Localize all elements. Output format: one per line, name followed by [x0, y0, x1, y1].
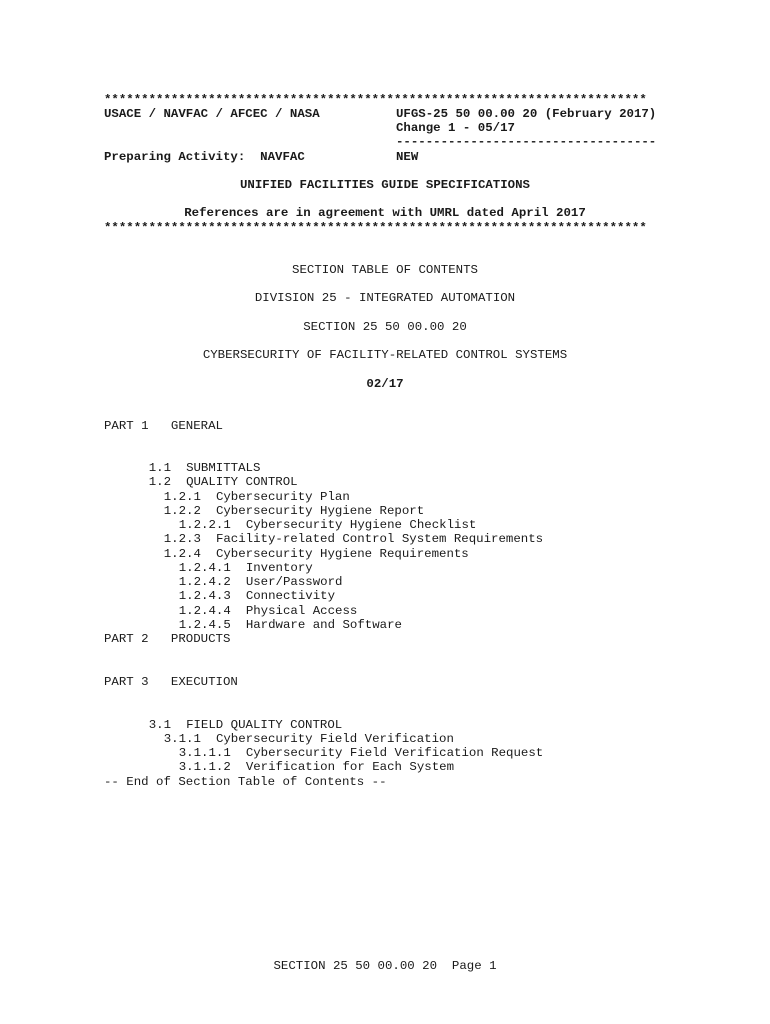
toc-item-title: Cybersecurity Field Verification Request: [245, 746, 544, 760]
toc-item-number: 1.2.3: [163, 532, 201, 546]
part-3-heading: PART 3 EXECUTION: [104, 675, 238, 689]
header-star-rule-bottom: *************************************************************************: [104, 221, 647, 235]
toc-item-title: Cybersecurity Hygiene Requirements: [215, 547, 469, 561]
toc-item-number: 1.2.2: [163, 504, 201, 518]
toc-item-title: Physical Access: [245, 604, 358, 618]
part-1-heading: PART 1 GENERAL: [104, 419, 223, 433]
toc-item-title: Connectivity: [245, 589, 336, 603]
section-number: SECTION 25 50 00.00 20: [303, 320, 467, 334]
toc-item-number: 3.1.1.2: [178, 760, 231, 774]
header-ufgs-number: UFGS-25 50 00.00 20 (February 2017): [396, 107, 657, 121]
part-2-heading: PART 2 PRODUCTS: [104, 632, 231, 646]
toc-item-number: 1.1: [148, 461, 172, 475]
toc-item-number: 1.2.4.1: [178, 561, 231, 575]
toc-item-title: Cybersecurity Field Verification: [215, 732, 454, 746]
toc-item-title: FIELD QUALITY CONTROL: [186, 718, 343, 732]
header-star-rule-top: *************************************************************************: [104, 93, 647, 107]
header-guide-title: UNIFIED FACILITIES GUIDE SPECIFICATIONS: [240, 178, 530, 192]
toc-item-number: 1.2.4.2: [178, 575, 231, 589]
toc-item-number: 1.2.4.3: [178, 589, 231, 603]
toc-item-title: User/Password: [245, 575, 343, 589]
division-title: DIVISION 25 - INTEGRATED AUTOMATION: [254, 291, 516, 305]
toc-item-number: 1.2.4.4: [178, 604, 231, 618]
toc-item-title: Facility-related Control System Requirements: [215, 532, 544, 546]
toc-item-title: Cybersecurity Hygiene Report: [215, 504, 425, 518]
toc-item-title: QUALITY CONTROL: [186, 475, 298, 489]
toc-item-number: 1.2.4.5: [178, 618, 231, 632]
toc-item-title: Verification for Each System: [245, 760, 455, 774]
header-preparing-activity: Preparing Activity: NAVFAC: [104, 150, 305, 164]
section-subject: CYBERSECURITY OF FACILITY-RELATED CONTROL SYSTEMS: [202, 348, 568, 362]
toc-item-title: Cybersecurity Hygiene Checklist: [245, 518, 477, 532]
toc-item-number: 1.2.4: [163, 547, 201, 561]
toc-item-number: 3.1.1.1: [178, 746, 231, 760]
toc-item-number: 3.1.1: [163, 732, 201, 746]
toc-item-number: 1.2.1: [163, 490, 201, 504]
toc-item-title: Inventory: [245, 561, 313, 575]
header-dash-rule: -----------------------------------: [396, 135, 657, 149]
toc-item-title: SUBMITTALS: [186, 461, 261, 475]
header-change: Change 1 - 05/17: [396, 121, 515, 135]
section-date: 02/17: [366, 377, 404, 391]
toc-heading: SECTION TABLE OF CONTENTS: [292, 263, 478, 277]
header-organizations: USACE / NAVFAC / AFCEC / NASA: [104, 107, 320, 121]
toc-item-title: Hardware and Software: [245, 618, 402, 632]
toc-item-number: 3.1: [148, 718, 172, 732]
toc-item-number: 1.2.2.1: [178, 518, 231, 532]
toc-end-marker: -- End of Section Table of Contents --: [104, 775, 387, 789]
header-references: References are in agreement with UMRL dated April 2017: [184, 206, 586, 220]
page-footer: SECTION 25 50 00.00 20 Page 1: [273, 959, 497, 973]
toc-item-number: 1.2: [148, 475, 172, 489]
toc-item-title: Cybersecurity Plan: [215, 490, 350, 504]
header-status: NEW: [396, 150, 419, 164]
